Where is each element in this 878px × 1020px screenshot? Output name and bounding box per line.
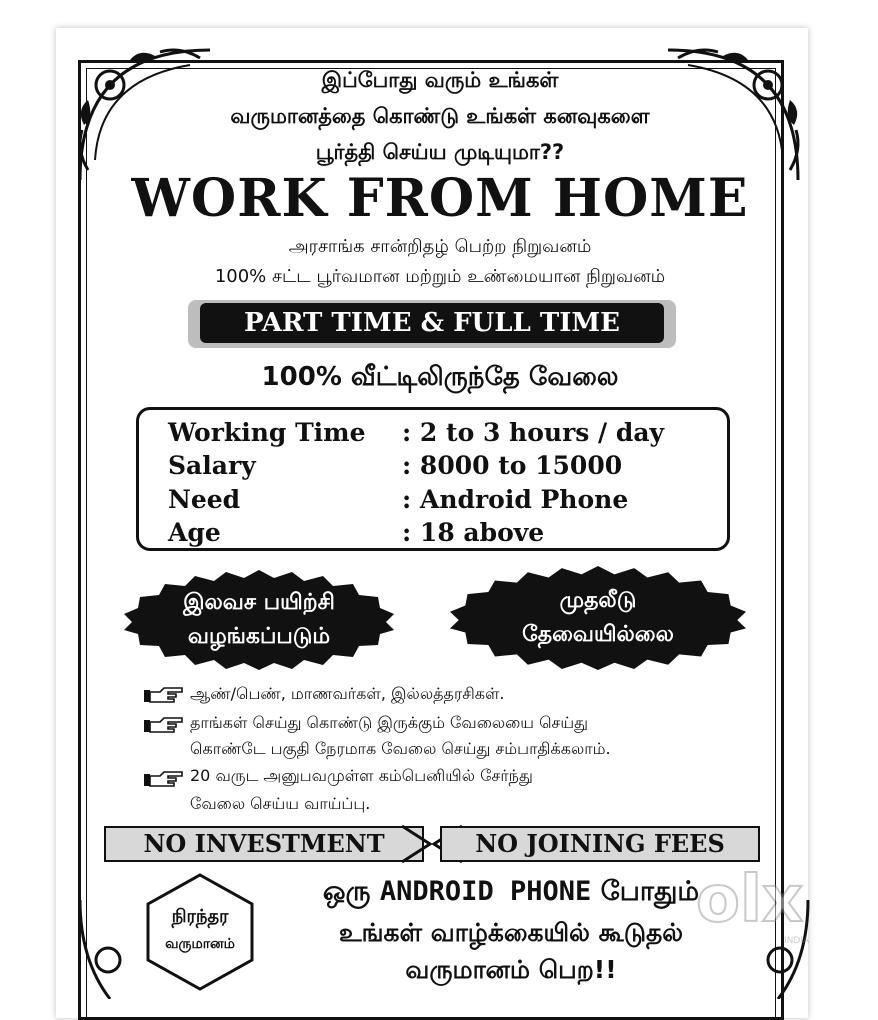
detail-value-age: : 18 above	[402, 518, 545, 547]
detail-label-age: Age	[168, 518, 221, 547]
pointing-hand-icon	[144, 770, 184, 788]
hex-badge-line-2: வருமானம்	[165, 936, 235, 952]
burst-left-line-1: இலவச பயிற்சி	[183, 590, 335, 615]
detail-value-working-time: : 2 to 3 hours / day	[402, 418, 665, 447]
detail-label-working-time: Working Time	[168, 418, 366, 447]
detail-label-salary: Salary	[168, 451, 256, 480]
pointing-hand-icon	[144, 716, 184, 734]
subtitle-line-1: அரசாங்க சான்றிதழ் பெற்ற நிறுவனம்	[288, 236, 592, 257]
final-line-3: வருமானம் பெற!!	[405, 955, 617, 984]
detail-value-need: : Android Phone	[402, 485, 629, 514]
hex-badge-line-1: நிரந்தர	[171, 906, 229, 927]
part-full-time-pill: PART TIME & FULL TIME	[200, 303, 664, 343]
bullet-3-line-2: வேலை செய்ய வாய்ப்பு.	[190, 794, 371, 813]
no-joining-fees-banner: NO JOINING FEES	[440, 826, 760, 862]
page-title: WORK FROM HOME	[131, 168, 749, 229]
headline-line-3: பூர்த்தி செய்ய முடியுமா??	[315, 140, 565, 164]
final-line-1-bold: ANDROID PHONE	[379, 876, 592, 907]
olx-sub: INDIA	[784, 936, 810, 946]
headline-line-1: இப்போது வரும் உங்கள்	[321, 68, 559, 92]
home-work-line: 100% வீட்டிலிருந்தே வேலை	[261, 362, 619, 392]
bullet-2-line-2: கொண்டே பகுதி நேரமாக வேலை செய்து சம்பாதிக்கலாம்.	[190, 739, 611, 758]
subtitle-line-2: 100% சட்ட பூர்வமான மற்றும் உண்மையான நிறுவனம்	[214, 266, 666, 287]
burst-right-line-1: முதலீடு	[559, 588, 637, 613]
final-line-1	[276, 876, 746, 911]
olx-logo: olx	[696, 863, 804, 937]
burst-left-line-2: வழங்கப்படும்	[187, 624, 331, 649]
final-line-2: உங்கள் வாழ்க்கையில் கூடுதல்	[338, 918, 684, 947]
final-line-1-suffix: போதும்	[600, 876, 700, 907]
headline-line-2: வருமானத்தை கொண்டு உங்கள் கனவுகளை	[230, 104, 650, 128]
no-investment-banner: NO INVESTMENT	[104, 826, 424, 862]
detail-label-need: Need	[168, 485, 241, 514]
final-line-1-prefix: ஒரு	[322, 876, 371, 907]
bullet-1-line-1: ஆண்/பெண், மாணவர்கள், இல்லத்தரசிகள்.	[190, 684, 505, 703]
olx-watermark	[696, 863, 846, 948]
burst-right-line-2: தேவையில்லை	[522, 622, 674, 647]
pointing-hand-icon	[144, 686, 184, 704]
detail-value-salary: : 8000 to 15000	[402, 451, 623, 480]
hexagon-badge	[144, 872, 256, 992]
bullet-3-line-1: 20 வருட அனுபவமுள்ள கம்பெனியில் சேர்ந்து	[190, 766, 533, 785]
bullet-2-line-1: தாங்கள் செய்து கொண்டு இருக்கும் வேலையை செய்து	[190, 713, 588, 732]
